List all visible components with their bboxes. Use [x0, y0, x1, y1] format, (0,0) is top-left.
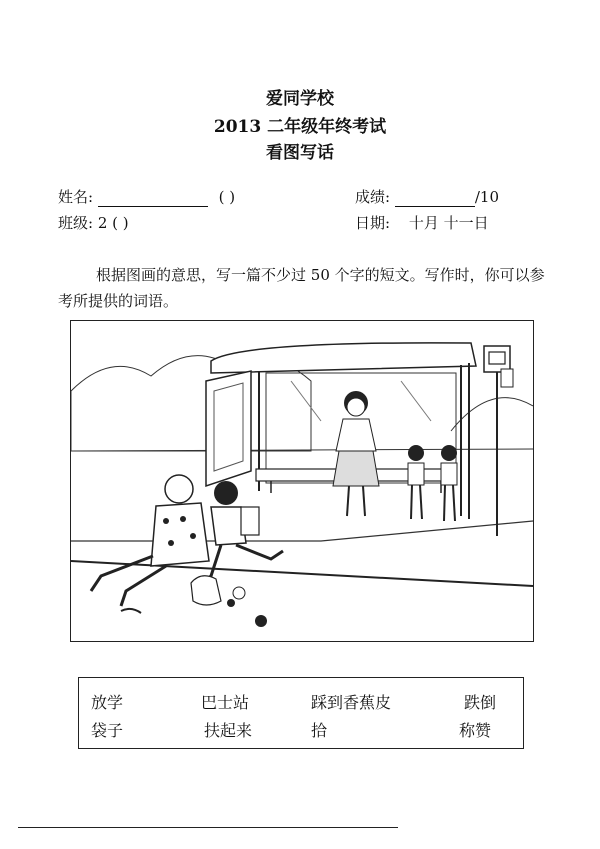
class-value: 2 ( ) — [97, 214, 129, 232]
instruction-text: 根据图画的意思，写一篇不少过 50 个字的短文。写作时，你可以参考所提供的词语。 — [58, 266, 545, 310]
word-item: 放学 — [91, 693, 124, 712]
word-item: 跌倒 — [464, 693, 497, 712]
word-item: 拾 — [311, 721, 328, 740]
score-total: /10 — [474, 188, 499, 206]
name-field — [58, 186, 235, 207]
school-name: 爱同学校 — [266, 89, 334, 109]
name-blank[interactable] — [98, 192, 208, 207]
name-label: 姓名: — [58, 188, 94, 206]
section-title: 看图写话 — [266, 143, 334, 163]
word-item: 袋子 — [91, 721, 124, 740]
bus-stop-scene — [71, 321, 533, 641]
word-item: 称赞 — [459, 721, 492, 740]
word-item: 巴士站 — [201, 693, 250, 712]
score-blank[interactable] — [395, 192, 475, 207]
word-bank — [78, 677, 524, 749]
class-field — [58, 212, 129, 233]
date-value: 十月 十一日 — [408, 214, 489, 232]
score-field — [355, 186, 499, 207]
date-field — [355, 212, 489, 233]
bottom-divider — [18, 827, 398, 828]
name-paren: ( ) — [218, 188, 236, 206]
score-label: 成绩: — [355, 188, 391, 206]
date-label: 日期: — [355, 214, 391, 232]
class-label: 班级: — [58, 214, 94, 232]
word-item: 扶起来 — [204, 721, 253, 740]
word-item: 踩到香蕉皮 — [311, 693, 392, 712]
exam-title: 2013 二年级年终考试 — [213, 117, 387, 137]
illustration — [70, 320, 534, 642]
